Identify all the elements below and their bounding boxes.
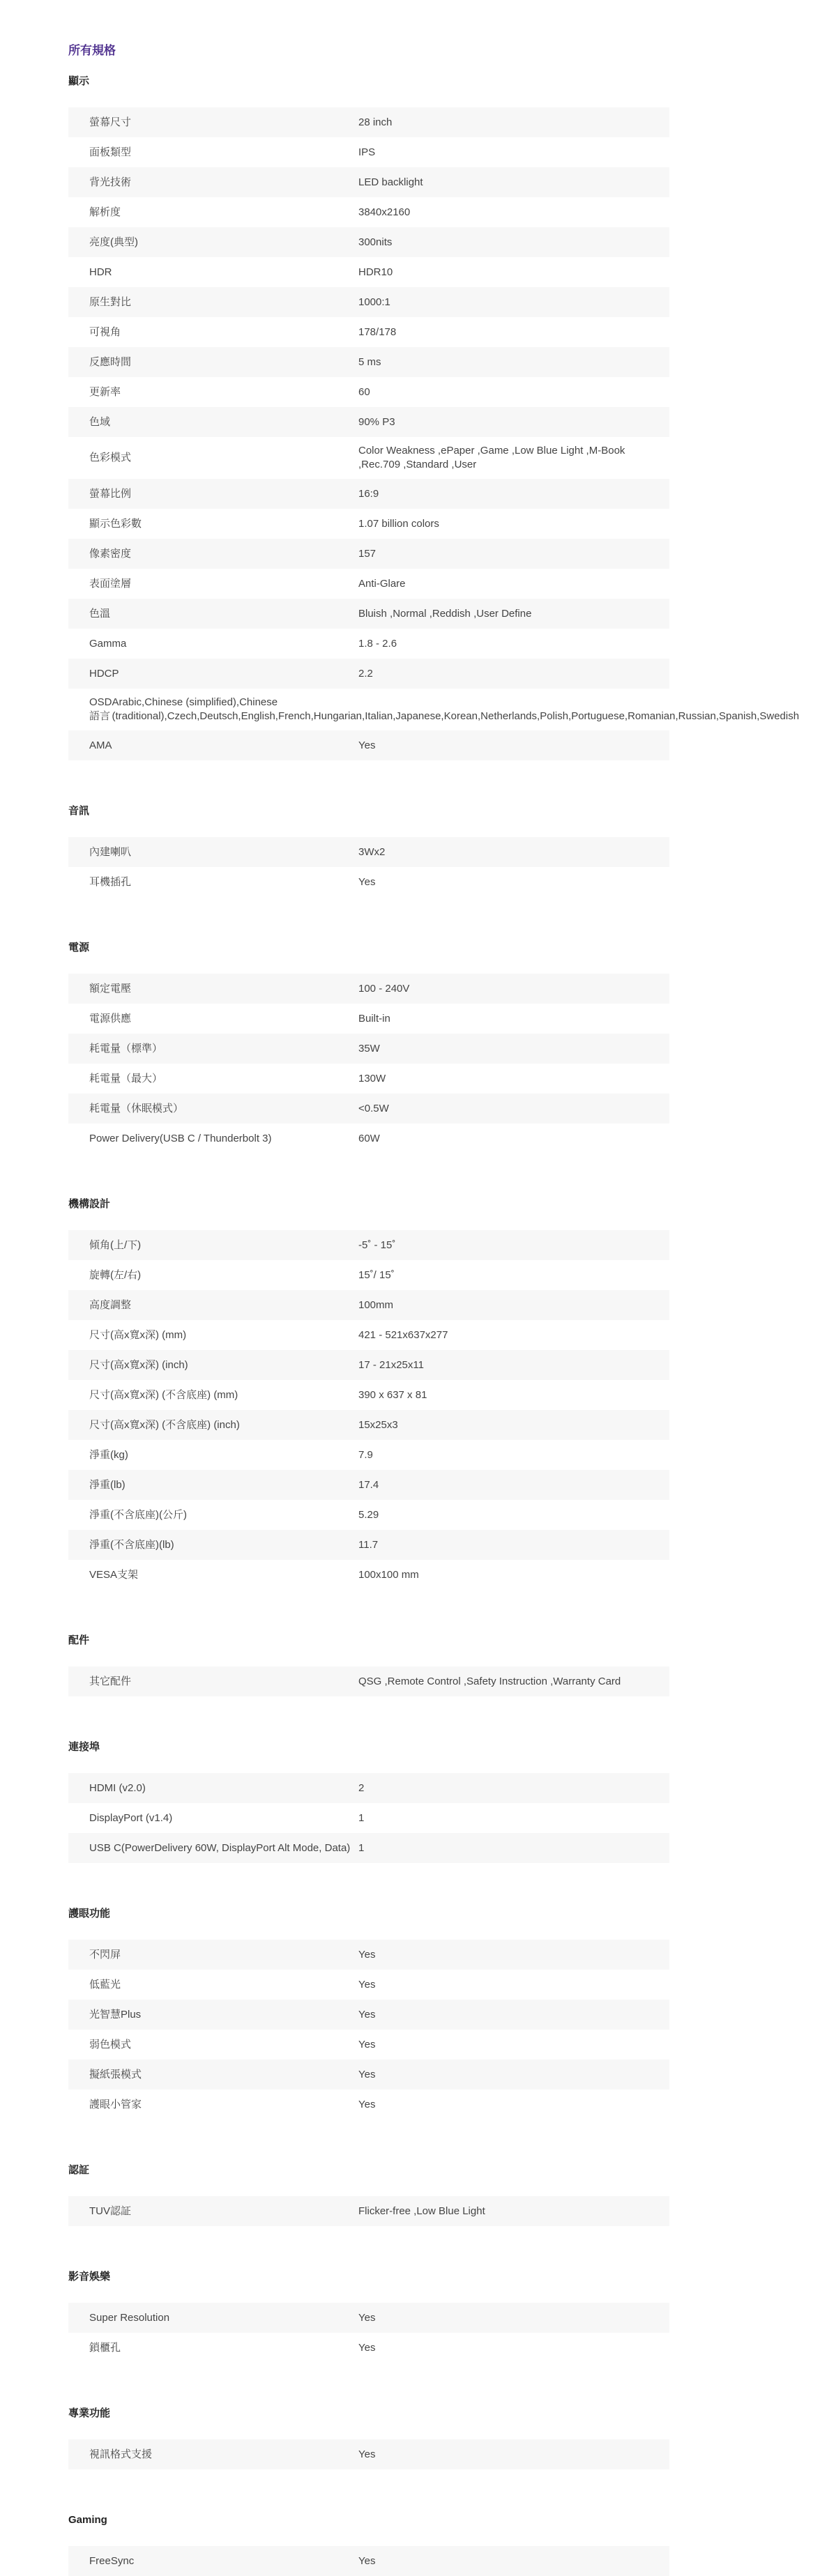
spec-label: 更新率 bbox=[89, 385, 121, 398]
spec-table bbox=[68, 2439, 669, 2469]
spec-label: 色彩模式 bbox=[89, 452, 132, 463]
spec-value: 28 inch bbox=[358, 116, 393, 128]
spec-row bbox=[68, 2303, 669, 2333]
spec-label: 內建喇叭 bbox=[89, 845, 132, 858]
spec-row bbox=[68, 2030, 669, 2060]
spec-value: 60W bbox=[358, 1132, 380, 1144]
spec-label: 旋轉(左/右) bbox=[89, 1268, 142, 1281]
spec-row bbox=[68, 2546, 669, 2576]
spec-section bbox=[68, 1633, 669, 1696]
spec-value: 100mm bbox=[358, 1298, 394, 1311]
spec-value: -5˚ - 15˚ bbox=[358, 1239, 396, 1251]
spec-value: 3Wx2 bbox=[358, 845, 386, 858]
spec-label: 尺寸(高x寬x深) (mm) bbox=[89, 1328, 187, 1341]
spec-value: QSG ,Remote Control ,Safety Instruction ,Warranty Card bbox=[358, 1675, 621, 1687]
spec-label: OSD 語言 bbox=[89, 696, 112, 722]
spec-label: Gamma bbox=[89, 637, 127, 650]
spec-value: 7.9 bbox=[358, 1448, 373, 1461]
spec-row bbox=[68, 1803, 669, 1833]
spec-label: 低藍光 bbox=[89, 1978, 121, 1991]
spec-value: 17 - 21x25x11 bbox=[358, 1358, 424, 1371]
spec-row bbox=[68, 347, 669, 377]
section-title: 配件 bbox=[68, 1634, 90, 1646]
spec-section bbox=[68, 2406, 669, 2469]
spec-row bbox=[68, 407, 669, 437]
spec-label: 色溫 bbox=[89, 607, 111, 620]
spec-row bbox=[68, 599, 669, 629]
section-title: 機構設計 bbox=[68, 1198, 111, 1210]
spec-label: HDR bbox=[89, 266, 112, 278]
spec-label: 面板類型 bbox=[89, 146, 132, 158]
spec-row bbox=[68, 197, 669, 227]
spec-row bbox=[68, 1470, 669, 1500]
spec-value: 5 ms bbox=[358, 355, 381, 368]
spec-label: 耳機插孔 bbox=[89, 875, 132, 888]
spec-row bbox=[68, 257, 669, 287]
section-title: 顯示 bbox=[68, 75, 90, 87]
spec-label: 電源供應 bbox=[89, 1012, 132, 1025]
spec-table bbox=[68, 974, 669, 1153]
spec-value: Yes bbox=[358, 875, 376, 888]
spec-value: 390 x 637 x 81 bbox=[358, 1388, 427, 1401]
spec-section bbox=[68, 1906, 669, 2119]
spec-label: 亮度(典型) bbox=[89, 236, 138, 248]
spec-row bbox=[68, 1380, 669, 1410]
spec-value: Yes bbox=[358, 2311, 376, 2324]
spec-value: 15x25x3 bbox=[358, 1418, 398, 1431]
spec-label: 傾角(上/下) bbox=[89, 1239, 142, 1251]
spec-row bbox=[68, 867, 669, 897]
spec-value: 100 - 240V bbox=[358, 982, 410, 995]
spec-label: DisplayPort (v1.4) bbox=[89, 1811, 173, 1824]
spec-section bbox=[68, 2513, 669, 2576]
spec-row bbox=[68, 1034, 669, 1064]
spec-row bbox=[68, 107, 669, 137]
spec-value: 90% P3 bbox=[358, 415, 395, 428]
spec-value: 60 bbox=[358, 385, 370, 398]
spec-row bbox=[68, 730, 669, 760]
spec-value: 2.2 bbox=[358, 667, 373, 680]
spec-row bbox=[68, 659, 669, 689]
spec-label: 像素密度 bbox=[89, 547, 132, 560]
spec-label: FreeSync bbox=[89, 2554, 135, 2567]
spec-label: 顯示色彩數 bbox=[89, 517, 142, 530]
spec-row bbox=[68, 1940, 669, 1970]
section-title: 影音娛樂 bbox=[68, 2271, 111, 2283]
spec-section bbox=[68, 1740, 669, 1863]
spec-row bbox=[68, 689, 800, 730]
spec-row bbox=[68, 479, 669, 509]
spec-value: 17.4 bbox=[358, 1478, 379, 1491]
spec-row bbox=[68, 1350, 669, 1380]
spec-row bbox=[68, 1094, 669, 1124]
spec-label: 光智慧Plus bbox=[89, 2008, 142, 2021]
spec-value: Yes bbox=[358, 1978, 376, 1991]
spec-label: 解析度 bbox=[89, 206, 121, 218]
spec-row bbox=[68, 974, 669, 1004]
spec-table bbox=[68, 2196, 669, 2226]
spec-value: 157 bbox=[358, 547, 377, 560]
spec-value: 16:9 bbox=[358, 487, 379, 500]
spec-value: 1 bbox=[358, 1811, 365, 1824]
spec-label: Super Resolution bbox=[89, 2311, 170, 2324]
spec-value: <0.5W bbox=[358, 1102, 389, 1114]
spec-value: 1.8 - 2.6 bbox=[358, 637, 397, 650]
spec-value: 15˚/ 15˚ bbox=[358, 1268, 395, 1281]
spec-label: 可視角 bbox=[89, 325, 121, 338]
spec-row bbox=[68, 1530, 669, 1560]
spec-label: HDCP bbox=[89, 667, 119, 680]
spec-row bbox=[68, 2000, 669, 2030]
spec-table bbox=[68, 1230, 669, 1590]
spec-row bbox=[68, 317, 669, 347]
spec-row bbox=[68, 437, 669, 479]
spec-row bbox=[68, 1320, 669, 1350]
spec-value: Yes bbox=[358, 2341, 376, 2354]
spec-label: 原生對比 bbox=[89, 296, 132, 308]
spec-row bbox=[68, 1773, 669, 1803]
spec-value: 35W bbox=[358, 1042, 380, 1055]
spec-label: 尺寸(高x寬x深) (不含底座) (mm) bbox=[89, 1388, 238, 1401]
spec-row bbox=[68, 2333, 669, 2363]
spec-value: IPS bbox=[358, 146, 376, 158]
spec-value: Yes bbox=[358, 2098, 376, 2110]
spec-value: Yes bbox=[358, 2554, 376, 2567]
spec-label: 耗電量（標準） bbox=[89, 1042, 163, 1055]
spec-value: 2 bbox=[358, 1781, 365, 1794]
spec-row bbox=[68, 509, 669, 539]
spec-row bbox=[68, 1833, 669, 1863]
spec-label: 淨重(kg) bbox=[89, 1448, 128, 1461]
spec-label: 視訊格式支援 bbox=[89, 2448, 153, 2460]
spec-label: 不閃屏 bbox=[89, 1948, 121, 1961]
spec-row bbox=[68, 1560, 669, 1590]
spec-row bbox=[68, 287, 669, 317]
spec-row bbox=[68, 377, 669, 407]
spec-value: Anti-Glare bbox=[358, 577, 406, 590]
spec-value: Yes bbox=[358, 2068, 376, 2080]
spec-section bbox=[68, 2269, 669, 2363]
spec-row bbox=[68, 1260, 669, 1290]
spec-label: 螢幕比例 bbox=[89, 487, 132, 500]
spec-row bbox=[68, 2439, 669, 2469]
spec-value: 300nits bbox=[358, 236, 393, 248]
spec-row bbox=[68, 1666, 669, 1696]
spec-sections bbox=[68, 74, 800, 2576]
spec-row bbox=[68, 629, 669, 659]
spec-label: Power Delivery(USB C / Thunderbolt 3) bbox=[89, 1132, 272, 1144]
spec-section bbox=[68, 804, 669, 897]
spec-label: 淨重(lb) bbox=[89, 1478, 126, 1491]
spec-row bbox=[68, 2060, 669, 2090]
spec-label: 淨重(不含底座)(公斤) bbox=[89, 1508, 187, 1521]
spec-value: 1 bbox=[358, 1841, 365, 1854]
spec-table bbox=[68, 2546, 669, 2576]
page-title: 所有規格 bbox=[68, 44, 116, 57]
spec-value: 3840x2160 bbox=[358, 206, 411, 218]
section-title: 音訊 bbox=[68, 805, 90, 817]
spec-row bbox=[68, 837, 669, 867]
spec-label: 鎖櫃孔 bbox=[89, 2341, 121, 2354]
section-title: 電源 bbox=[68, 942, 90, 953]
spec-label: 表面塗層 bbox=[89, 577, 132, 590]
spec-row bbox=[68, 1290, 669, 1320]
spec-label: TUV認証 bbox=[89, 2205, 132, 2217]
spec-row bbox=[68, 1124, 669, 1153]
spec-value: Arabic,Chinese (simplified),Chinese (traditional),Czech,Deutsch,English,French,Hungarian,Italian,Japanese,Korean,Netherlands,Polish,Portuguese,Romanian,Russian,Spanish,Swedish bbox=[112, 696, 800, 722]
spec-label: 弱色模式 bbox=[89, 2038, 132, 2050]
spec-label: 額定電壓 bbox=[89, 982, 132, 995]
spec-row bbox=[68, 1500, 669, 1530]
spec-value: 1.07 billion colors bbox=[358, 517, 439, 530]
spec-value: 130W bbox=[358, 1072, 386, 1084]
section-title: 專業功能 bbox=[68, 2407, 111, 2419]
spec-label: 螢幕尺寸 bbox=[89, 116, 132, 128]
spec-value: Built-in bbox=[358, 1012, 390, 1025]
spec-value: 5.29 bbox=[358, 1508, 379, 1521]
spec-label: VESA支架 bbox=[89, 1568, 139, 1581]
spec-label: 擬紙張模式 bbox=[89, 2068, 142, 2080]
spec-row bbox=[68, 1440, 669, 1470]
spec-value: Yes bbox=[358, 2008, 376, 2021]
spec-value: 100x100 mm bbox=[358, 1568, 419, 1581]
spec-table bbox=[68, 107, 800, 760]
spec-table bbox=[68, 1940, 669, 2119]
spec-value: LED backlight bbox=[358, 176, 423, 188]
spec-value: Yes bbox=[358, 2448, 376, 2460]
spec-value: 178/178 bbox=[358, 325, 397, 338]
spec-label: AMA bbox=[89, 739, 112, 751]
section-title: 認証 bbox=[68, 2164, 90, 2176]
spec-section bbox=[68, 940, 669, 1153]
spec-label: USB C(PowerDelivery 60W, DisplayPort Alt Mode, Data) bbox=[89, 1841, 351, 1854]
spec-value: Flicker-free ,Low Blue Light bbox=[358, 2205, 485, 2217]
spec-row bbox=[68, 137, 669, 167]
section-title: 護眼功能 bbox=[68, 1908, 111, 1919]
section-title: Gaming bbox=[68, 2514, 107, 2526]
spec-table bbox=[68, 837, 669, 897]
spec-label: 高度調整 bbox=[89, 1298, 132, 1311]
spec-label: 其它配件 bbox=[89, 1675, 132, 1687]
spec-label: 耗電量（最大） bbox=[89, 1072, 163, 1084]
spec-row bbox=[68, 1004, 669, 1034]
spec-row bbox=[68, 1410, 669, 1440]
spec-row bbox=[68, 1970, 669, 2000]
spec-value: Yes bbox=[358, 739, 376, 751]
spec-label: 色域 bbox=[89, 415, 111, 428]
spec-label: 淨重(不含底座)(lb) bbox=[89, 1538, 174, 1551]
spec-label: 背光技術 bbox=[89, 176, 132, 188]
spec-value: Bluish ,Normal ,Reddish ,User Define bbox=[358, 607, 532, 620]
spec-value: 1000:1 bbox=[358, 296, 390, 308]
spec-value: Yes bbox=[358, 2038, 376, 2050]
spec-row bbox=[68, 227, 669, 257]
spec-row bbox=[68, 1064, 669, 1094]
spec-value: Yes bbox=[358, 1948, 376, 1961]
spec-label: 耗電量（休眠模式） bbox=[89, 1102, 184, 1114]
spec-section bbox=[68, 1197, 669, 1590]
spec-table bbox=[68, 2303, 669, 2363]
spec-value: Color Weakness ,ePaper ,Game ,Low Blue Light ,M-Book ,Rec.709 ,Standard ,User bbox=[358, 445, 625, 470]
spec-section bbox=[68, 74, 800, 760]
spec-row bbox=[68, 1230, 669, 1260]
spec-row bbox=[68, 569, 669, 599]
spec-label: 尺寸(高x寬x深) (不含底座) (inch) bbox=[89, 1418, 240, 1431]
spec-label: HDMI (v2.0) bbox=[89, 1781, 146, 1794]
spec-table bbox=[68, 1773, 669, 1863]
spec-value: 11.7 bbox=[358, 1538, 379, 1551]
spec-value: 421 - 521x637x277 bbox=[358, 1328, 448, 1341]
section-title: 連接埠 bbox=[68, 1741, 100, 1753]
spec-value: HDR10 bbox=[358, 266, 393, 278]
spec-row bbox=[68, 167, 669, 197]
spec-label: 反應時間 bbox=[89, 355, 132, 368]
spec-section bbox=[68, 2163, 669, 2226]
spec-table bbox=[68, 1666, 669, 1696]
spec-label: 尺寸(高x寬x深) (inch) bbox=[89, 1358, 188, 1371]
spec-row bbox=[68, 2196, 669, 2226]
spec-label: 護眼小管家 bbox=[89, 2098, 142, 2110]
spec-row bbox=[68, 539, 669, 569]
spec-row bbox=[68, 2090, 669, 2119]
